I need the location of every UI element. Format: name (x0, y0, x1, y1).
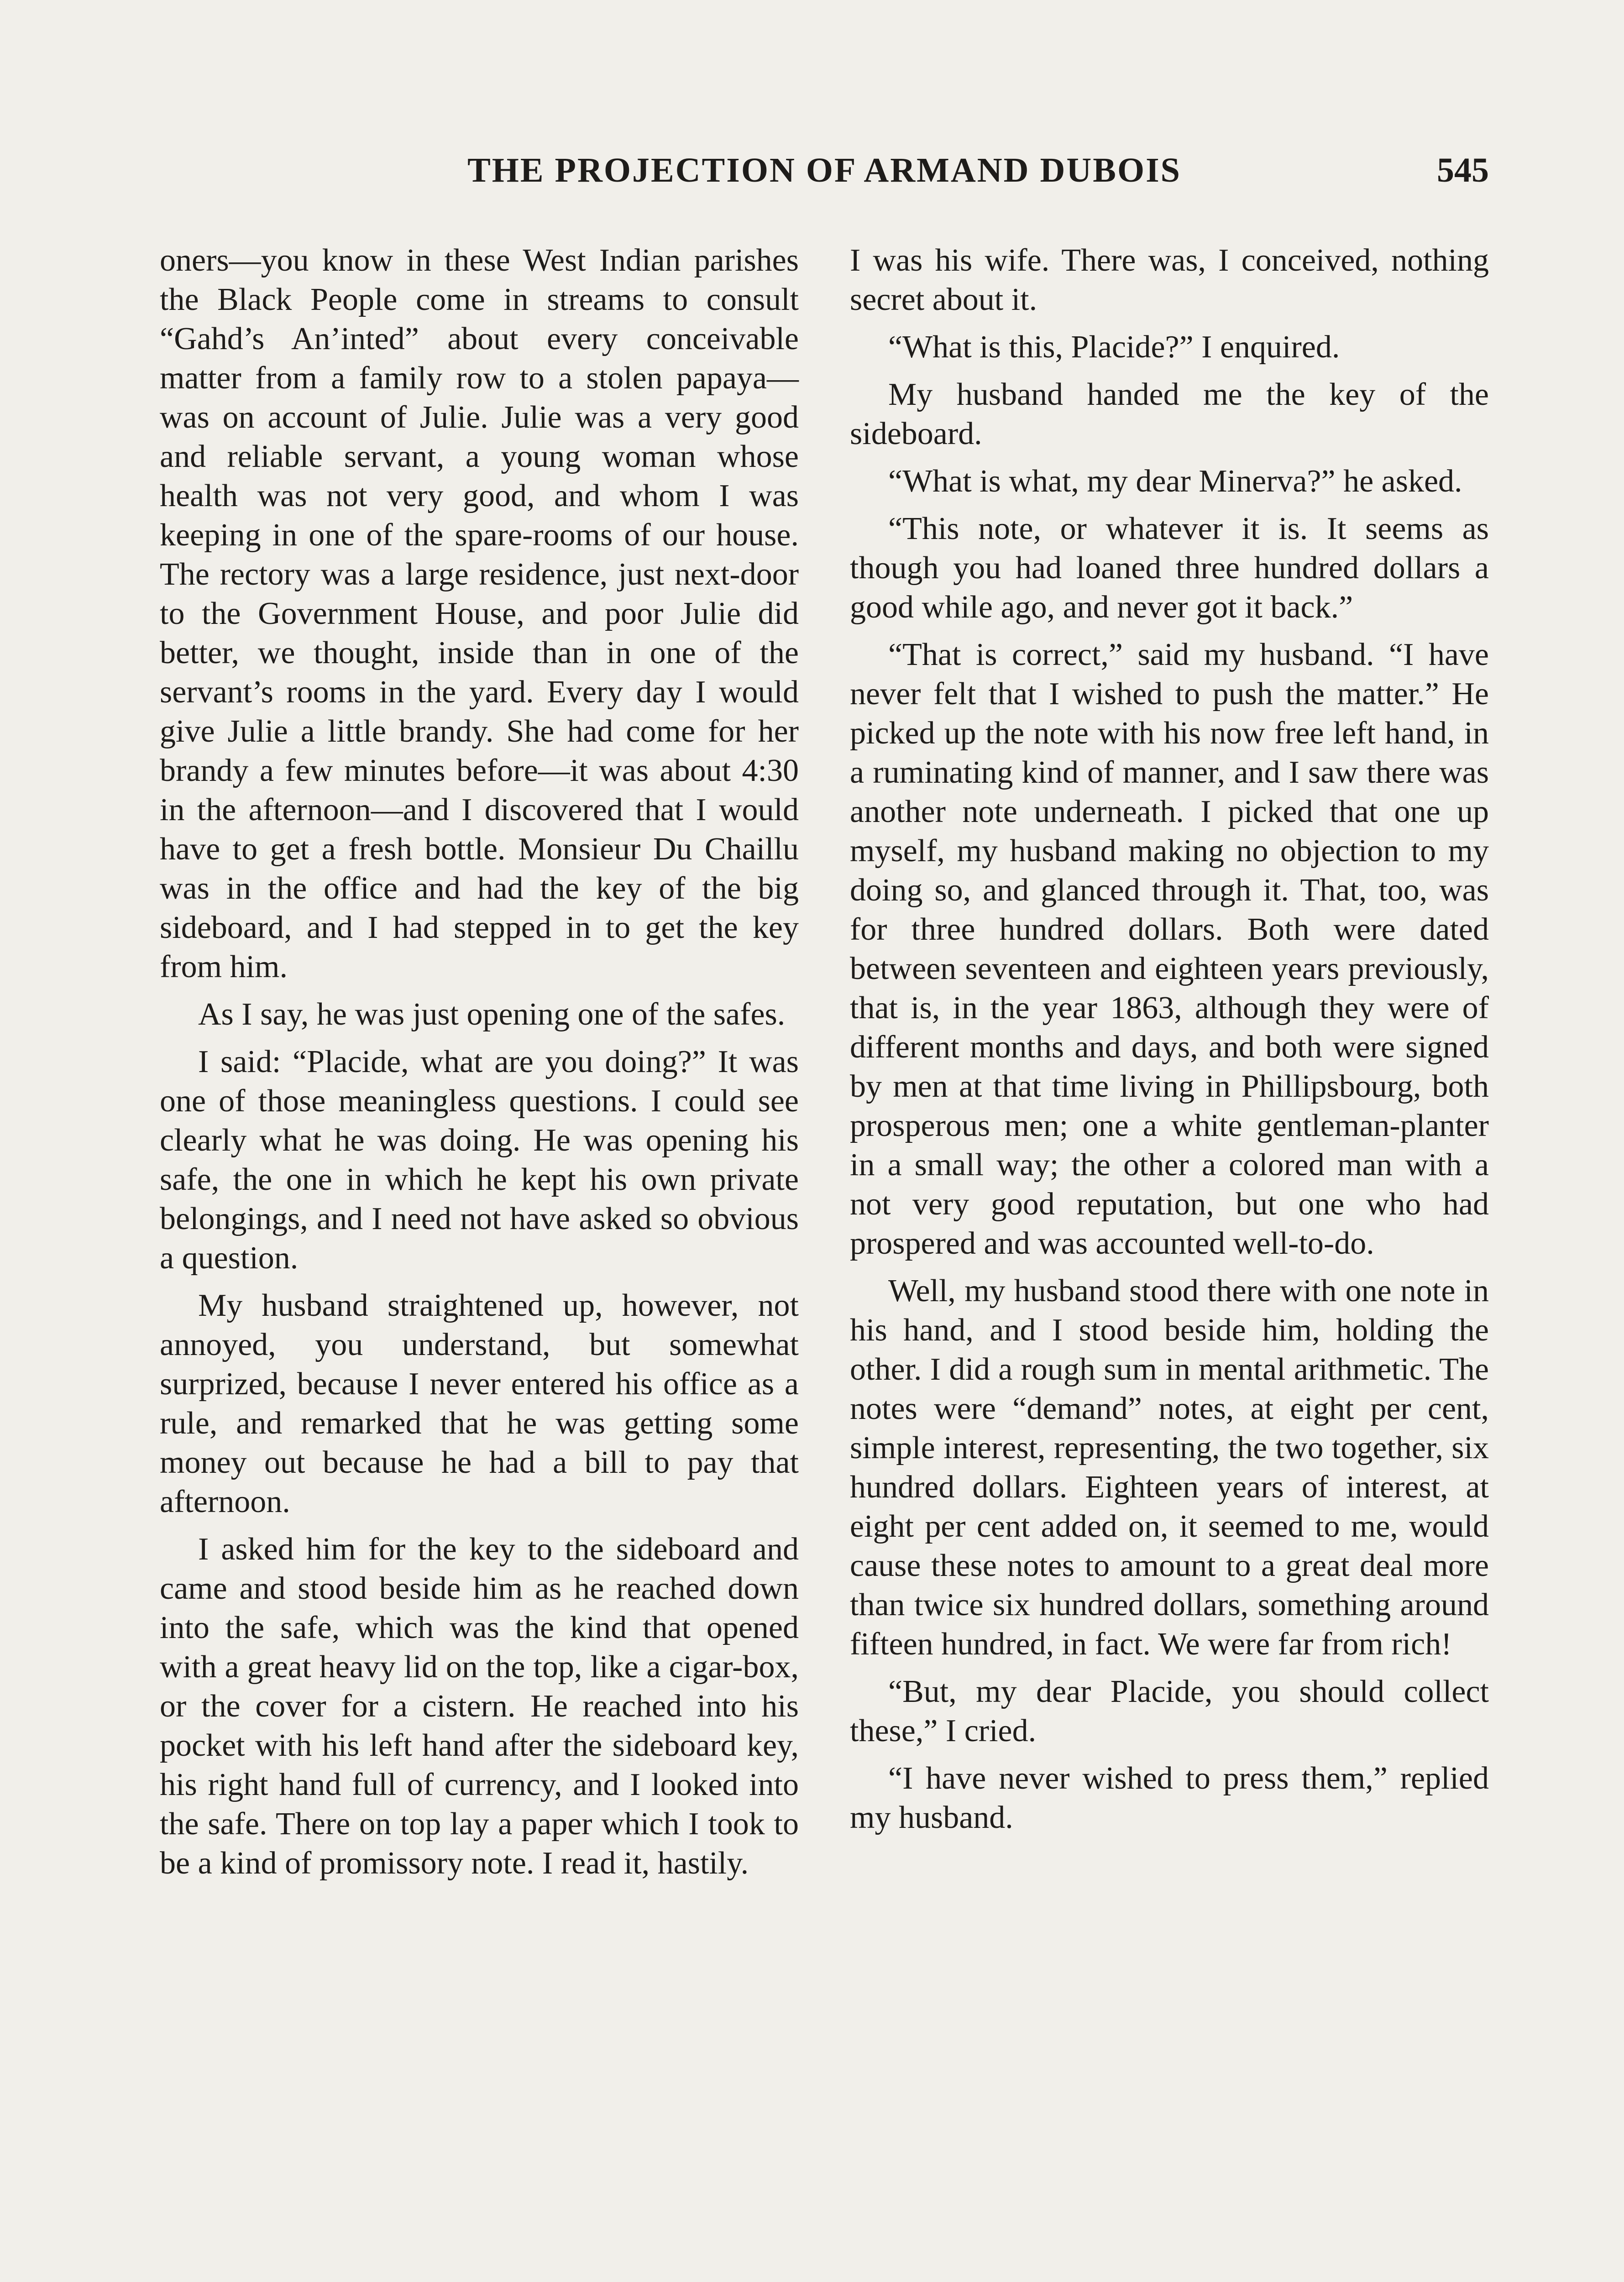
paragraph: I said: “Placide, what are you doing?” It was one of those meaningless questions. I could see clearly what he was doing. He was opening his safe, the one in which he kept his own private belongings, and I need not have asked so obvious a question. (160, 1044, 799, 1276)
paragraph: I was his wife. There was, I conceived, nothing secret about it. (850, 243, 1489, 317)
paragraph: As I say, he was just opening one of the safes. (198, 997, 786, 1032)
paragraph: “What is this, Placide?” I enquired. (888, 330, 1340, 365)
paragraph: “What is what, my dear Minerva?” he asked. (888, 464, 1462, 499)
paragraph: My husband handed me the key of the sideboard. (850, 377, 1489, 451)
paragraph: “But, my dear Placide, you should collect these,” I cried. (850, 1674, 1489, 1748)
paragraph: “That is correct,” said my husband. “I have never felt that I wished to push the matter.” He picked up the note with his now free left hand, in a ruminating kind of manner, and I saw there was another note underneath. I picked that one up myself, my husband making no objection to my doing so, and glanced through it. That, too, was for three hundred dollars. Both were dated between seventeen and eighteen years previously, that is, in the year 1863, although they were of different months and days, and both were signed by men at that time living in Phillipsbourg, both prosperous men; one a white gentleman-planter in a small way; the other a colored man with a not very good reputation, but one who had prospered and was accounted well-to-do. (850, 637, 1489, 1261)
left-column (160, 241, 799, 1891)
paragraph: oners—you know in these West Indian parishes the Black People come in streams to consult “Gahd’s An’inted” about every conceivable matter from a family row to a stolen papaya—was on account of Julie. Julie was a very good and reliable servant, a young woman whose health was not very good, and whom I was keeping in one of the spare-rooms of our house. The rectory was a large residence, just next-door to the Government House, and poor Julie did better, we thought, inside than in one of the servant’s rooms in the yard. Every day I would give Julie a little brandy. She had come for her brandy a few minutes before—it was about 4:30 in the afternoon—and I discovered that I would have to get a fresh bottle. Monsieur Du Chaillu was in the office and had the key of the big sideboard, and I had stepped in to get the key from him. (160, 243, 799, 984)
paragraph: “This note, or whatever it is. It seems as though you had loaned three hundred dollars a good while ago, and never got it back.” (850, 511, 1489, 625)
page-number: 545 (1437, 151, 1489, 189)
running-title: THE PROJECTION OF ARMAND DUBOIS (467, 151, 1181, 189)
running-head (160, 145, 1489, 195)
paragraph: “I have never wished to press them,” replied my husband. (850, 1761, 1489, 1835)
paragraph: My husband straightened up, however, not annoyed, you understand, but somewhat surprized, because I never entered his office as a rule, and remarked that he was getting some money out because he had a bill to pay that afternoon. (160, 1288, 799, 1519)
paragraph: I asked him for the key to the sideboard and came and stood beside him as he reached down into the safe, which was the kind that opened with a great heavy lid on the top, like a cigar-box, or the cover for a cistern. He reached into his pocket with his left hand after the sideboard key, his right hand full of currency, and I looked into the safe. There on top lay a paper which I took to be a kind of promissory note. I read it, hastily. (160, 1532, 799, 1881)
right-column (850, 241, 1489, 1846)
paragraph: Well, my husband stood there with one note in his hand, and I stood beside him, holding the other. I did a rough sum in mental arithmetic. The notes were “demand” notes, at eight per cent, simple interest, representing, the two together, six hundred dollars. Eighteen years of interest, at eight per cent added on, it seemed to me, would cause these notes to amount to a great deal more than twice six hundred dollars, something around fifteen hundred, in fact. We were far from rich! (850, 1273, 1489, 1662)
